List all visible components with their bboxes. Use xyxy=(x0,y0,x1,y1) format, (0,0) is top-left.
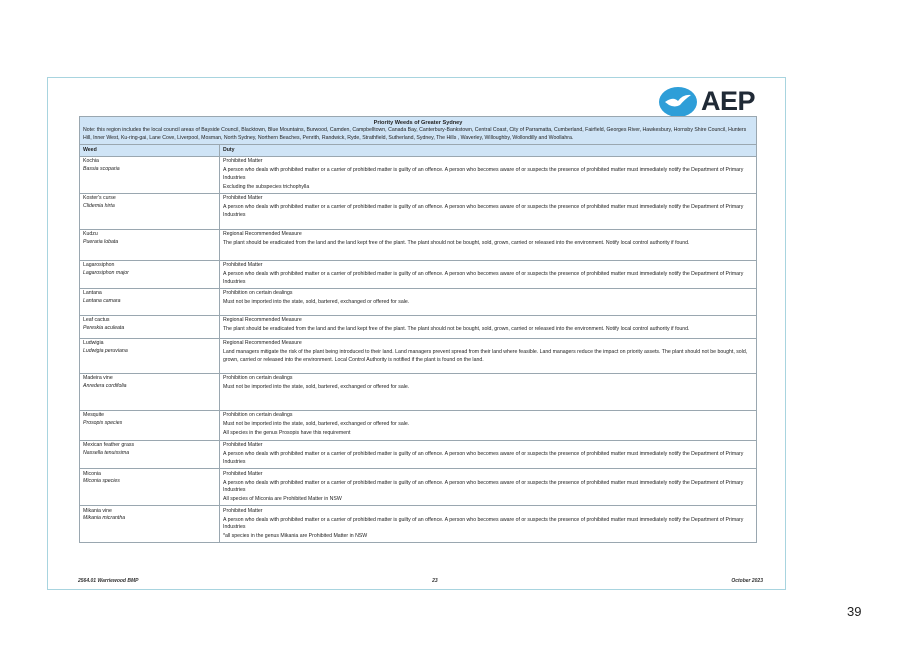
weed-common-name: Kudzu xyxy=(83,231,98,238)
weed-common-name: Lantana xyxy=(83,290,102,297)
duty-cell xyxy=(220,288,757,315)
table-row xyxy=(80,193,757,229)
duty-text: Must not be imported into the state, sold, bartered, exchanged or offered for sale. xyxy=(223,299,410,306)
weed-cell xyxy=(80,373,220,410)
weed-scientific-name: Anredera cordifolia xyxy=(83,382,127,389)
weed-common-name: Ludwigia xyxy=(83,340,104,347)
duty-text: A person who deals with prohibited matter or a carrier of prohibited matter is guilty of an offence. A person who becomes aware of or suspects the presence of prohibited matter must immediately notify the Department of Primary Industries xyxy=(223,271,744,285)
duty-cell xyxy=(220,315,757,338)
weed-common-name: Koster's curse xyxy=(83,195,116,202)
logo-text: AEP xyxy=(700,86,755,116)
duty-category: Regional Recommended Measure xyxy=(223,231,302,238)
weed-common-name: Madeira vine xyxy=(83,375,113,382)
duty-cell xyxy=(220,373,757,410)
footer-page-number: 23 xyxy=(432,578,438,584)
footer-document-ref: 2564.01 Warriewood BMP xyxy=(78,578,139,584)
table-title: Priority Weeds of Greater Sydney xyxy=(80,117,757,128)
duty-text: Land managers mitigate the risk of the plant being introduced to their land. Land managers prevent spread from their land where feasible. Land managers reduce the impact on priority assets. The plant should not be bought, sold, grown, carried or released into the environment. Local Control Authority is notified if the plant is found on the land. xyxy=(223,349,748,363)
duty-category: Prohibition on certain dealings xyxy=(223,375,293,382)
duty-cell xyxy=(220,229,757,260)
weed-scientific-name: Miconia species xyxy=(83,478,120,485)
table-row xyxy=(80,338,757,373)
duty-category: Prohibited Matter xyxy=(223,262,263,269)
aep-logo xyxy=(659,86,755,117)
weed-scientific-name: Clidemia hirta xyxy=(83,202,115,209)
weed-common-name: Leaf cactus xyxy=(83,317,110,324)
duty-cell xyxy=(220,193,757,229)
weed-cell xyxy=(80,440,220,468)
table-row xyxy=(80,315,757,338)
weed-cell xyxy=(80,229,220,260)
weed-scientific-name: Lantana camara xyxy=(83,297,121,304)
duty-text: A person who deals with prohibited matter or a carrier of prohibited matter is guilty of an offence. A person who becomes aware of or suspects the presence of prohibited matter must immediately notify the Department of Primary Industries xyxy=(223,451,744,465)
duty-category: Regional Recommended Measure xyxy=(223,340,302,347)
duty-note: All species in the genus Prosopis have this requirement xyxy=(223,430,351,437)
duty-category: Prohibited Matter xyxy=(223,158,263,165)
weed-scientific-name: Mikania micrantha xyxy=(83,515,126,522)
footer-date: October 2023 xyxy=(731,578,763,584)
table-row xyxy=(80,260,757,288)
duty-cell xyxy=(220,156,757,193)
weed-cell xyxy=(80,469,220,506)
duty-text: Must not be imported into the state, sold, bartered, exchanged or offered for sale. xyxy=(223,384,410,391)
table-row xyxy=(80,440,757,468)
duty-text: Must not be imported into the state, sold, bartered, exchanged or offered for sale. xyxy=(223,421,410,428)
weed-cell xyxy=(80,260,220,288)
duty-text: A person who deals with prohibited matter or a carrier of prohibited matter is guilty of an offence. A person who becomes aware of or suspects the presence of prohibited matter must immediately notify the Department of Primary Industries xyxy=(223,516,744,531)
page-footer xyxy=(78,578,763,584)
weed-common-name: Lagarosiphon xyxy=(83,262,115,269)
duty-note: *all species in the genus Mikania are Prohibited Matter in NSW xyxy=(223,533,368,540)
weed-cell xyxy=(80,410,220,440)
duty-category: Prohibited Matter xyxy=(223,442,263,449)
slide-page-number: 39 xyxy=(847,604,862,619)
weed-common-name: Mesquite xyxy=(83,412,105,419)
weed-cell xyxy=(80,156,220,193)
weed-scientific-name: Pueraria lobata xyxy=(83,238,119,245)
column-header-weed: Weed xyxy=(80,145,220,157)
weeds-table xyxy=(79,116,757,543)
weed-scientific-name: Ludwigia peruviana xyxy=(83,347,128,354)
table-row xyxy=(80,469,757,506)
bird-icon xyxy=(659,87,697,117)
weed-cell xyxy=(80,506,220,543)
duty-cell xyxy=(220,469,757,506)
duty-text: A person who deals with prohibited matter or a carrier of prohibited matter is guilty of an offence. A person who becomes aware of or suspects the presence of prohibited matter must immediately notify the Department of Primary Industries xyxy=(223,479,744,494)
weed-cell xyxy=(80,288,220,315)
weed-cell xyxy=(80,193,220,229)
duty-cell xyxy=(220,410,757,440)
duty-note: Excluding the subspecies trichophylla xyxy=(223,183,310,190)
weed-common-name: Miconia xyxy=(83,470,101,477)
weed-common-name: Mexican feather grass xyxy=(83,442,135,449)
duty-category: Prohibition on certain dealings xyxy=(223,412,293,419)
weed-scientific-name: Lagarosiphon major xyxy=(83,269,129,276)
weed-scientific-name: Prosopis species xyxy=(83,419,123,426)
column-header-duty: Duty xyxy=(220,145,757,157)
weed-scientific-name: Nassella tenuissima xyxy=(83,449,130,456)
duty-category: Prohibited Matter xyxy=(223,507,263,514)
table-row xyxy=(80,288,757,315)
weed-common-name: Mikania vine xyxy=(83,507,112,514)
weed-common-name: Kochia xyxy=(83,158,99,165)
duty-category: Prohibited Matter xyxy=(223,470,263,477)
table-row xyxy=(80,229,757,260)
duty-text: The plant should be eradicated from the land and the land kept free of the plant. The plant should not be bought, sold, grown, carried or released into the environment. Notify local control authority if found. xyxy=(223,326,690,333)
duty-category: Regional Recommended Measure xyxy=(223,317,302,324)
weed-cell xyxy=(80,338,220,373)
duty-cell xyxy=(220,260,757,288)
weed-cell xyxy=(80,315,220,338)
weed-scientific-name: Pereskia aculeata xyxy=(83,324,125,331)
duty-text: A person who deals with prohibited matter or a carrier of prohibited matter is guilty of an offence. A person who becomes aware of or suspects the presence of prohibited matter must immediately notify the Department of Primary Industries xyxy=(223,167,744,181)
duty-cell xyxy=(220,338,757,373)
document-page xyxy=(47,77,786,590)
duty-category: Prohibition on certain dealings xyxy=(223,290,293,297)
duty-text: A person who deals with prohibited matter or a carrier of prohibited matter is guilty of an offence. A person who becomes aware of or suspects the presence of prohibited matter must immediately notify the Department of Primary Industries xyxy=(223,204,744,218)
table-row xyxy=(80,506,757,543)
table-row xyxy=(80,156,757,193)
duty-note: All species of Miconia are Prohibited Matter in NSW xyxy=(223,496,342,503)
duty-cell xyxy=(220,506,757,543)
weed-scientific-name: Bassia scoparia xyxy=(83,165,120,172)
duty-text: The plant should be eradicated from the land and the land kept free of the plant. The plant should not be bought, sold, grown, carried or released into the environment. Notify local control authority if found. xyxy=(223,240,690,247)
duty-cell xyxy=(220,440,757,468)
table-note: Note: this region includes the local council areas of Bayside Council, Blacktown, Blue Mountains, Burwood, Camden, Campbelltown, Canada Bay, Canterbury-Bankstown, Central Coast, City of Parramatta, Cumberland, Fairfield, Georges River, Hawkesbury, Hornsby Shire Council, Hunters Hill, Inner West, Ku-ring-gai, Lane Cove, Liverpool, Mosman, North Sydney, Northern Beaches, Penrith, Randwick, Ryde, Strathfield, Sutherland, Sydney, The Hills , Waverley, Willoughby, Wollondilly and Woollahra. xyxy=(80,127,757,145)
table-row xyxy=(80,373,757,410)
duty-category: Prohibited Matter xyxy=(223,195,263,202)
table-row xyxy=(80,410,757,440)
